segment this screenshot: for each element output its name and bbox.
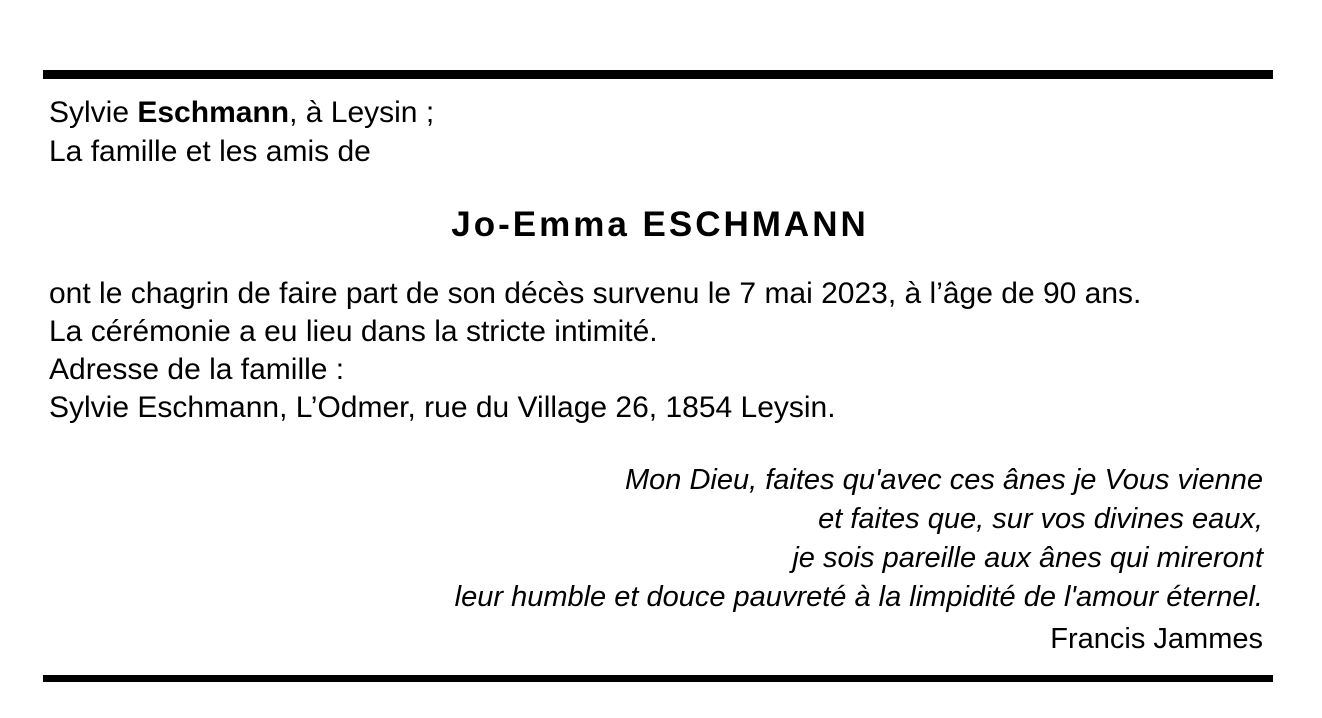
details-block bbox=[49, 275, 1271, 427]
announcer-prefix: Sylvie bbox=[49, 96, 138, 129]
announcer-surname: Eschmann bbox=[137, 96, 290, 129]
poem-line: je sois pareille aux ânes qui mireront bbox=[792, 542, 1263, 574]
detail-line: La cérémonie a eu lieu dans la stricte intimité. bbox=[49, 315, 658, 348]
poem-block bbox=[49, 461, 1271, 659]
detail-line: Sylvie Eschmann, L’Odmer, rue du Village 26, 1854 Leysin. bbox=[49, 391, 836, 424]
bottom-spacer bbox=[49, 659, 1271, 675]
bottom-divider-rule bbox=[43, 675, 1273, 682]
poem-line: et faites que, sur vos divines eaux, bbox=[818, 503, 1263, 535]
detail-line: ont le chagrin de faire part de son décès survenu le 7 mai 2023, à l’âge de 90 ans. bbox=[49, 277, 1142, 310]
poem-line: Mon Dieu, faites qu'avec ces ânes je Vous vienne bbox=[625, 464, 1263, 496]
deceased-name: Jo-Emma ESCHMANN bbox=[451, 205, 869, 244]
announcer-prefix: La famille et les amis de bbox=[49, 135, 371, 168]
top-divider-rule bbox=[43, 70, 1273, 79]
announcer-line bbox=[49, 93, 1271, 132]
detail-line: Adresse de la famille : bbox=[49, 353, 345, 386]
poem-author: Francis Jammes bbox=[1050, 623, 1263, 655]
death-notice bbox=[43, 70, 1273, 682]
announcer-suffix: , à Leysin ; bbox=[289, 96, 435, 129]
notice-body bbox=[43, 79, 1273, 675]
announcer-line bbox=[49, 132, 1271, 171]
poem-line: leur humble et douce pauvreté à la limpidité de l'amour éternel. bbox=[454, 581, 1263, 613]
announcers-block bbox=[49, 93, 1271, 171]
